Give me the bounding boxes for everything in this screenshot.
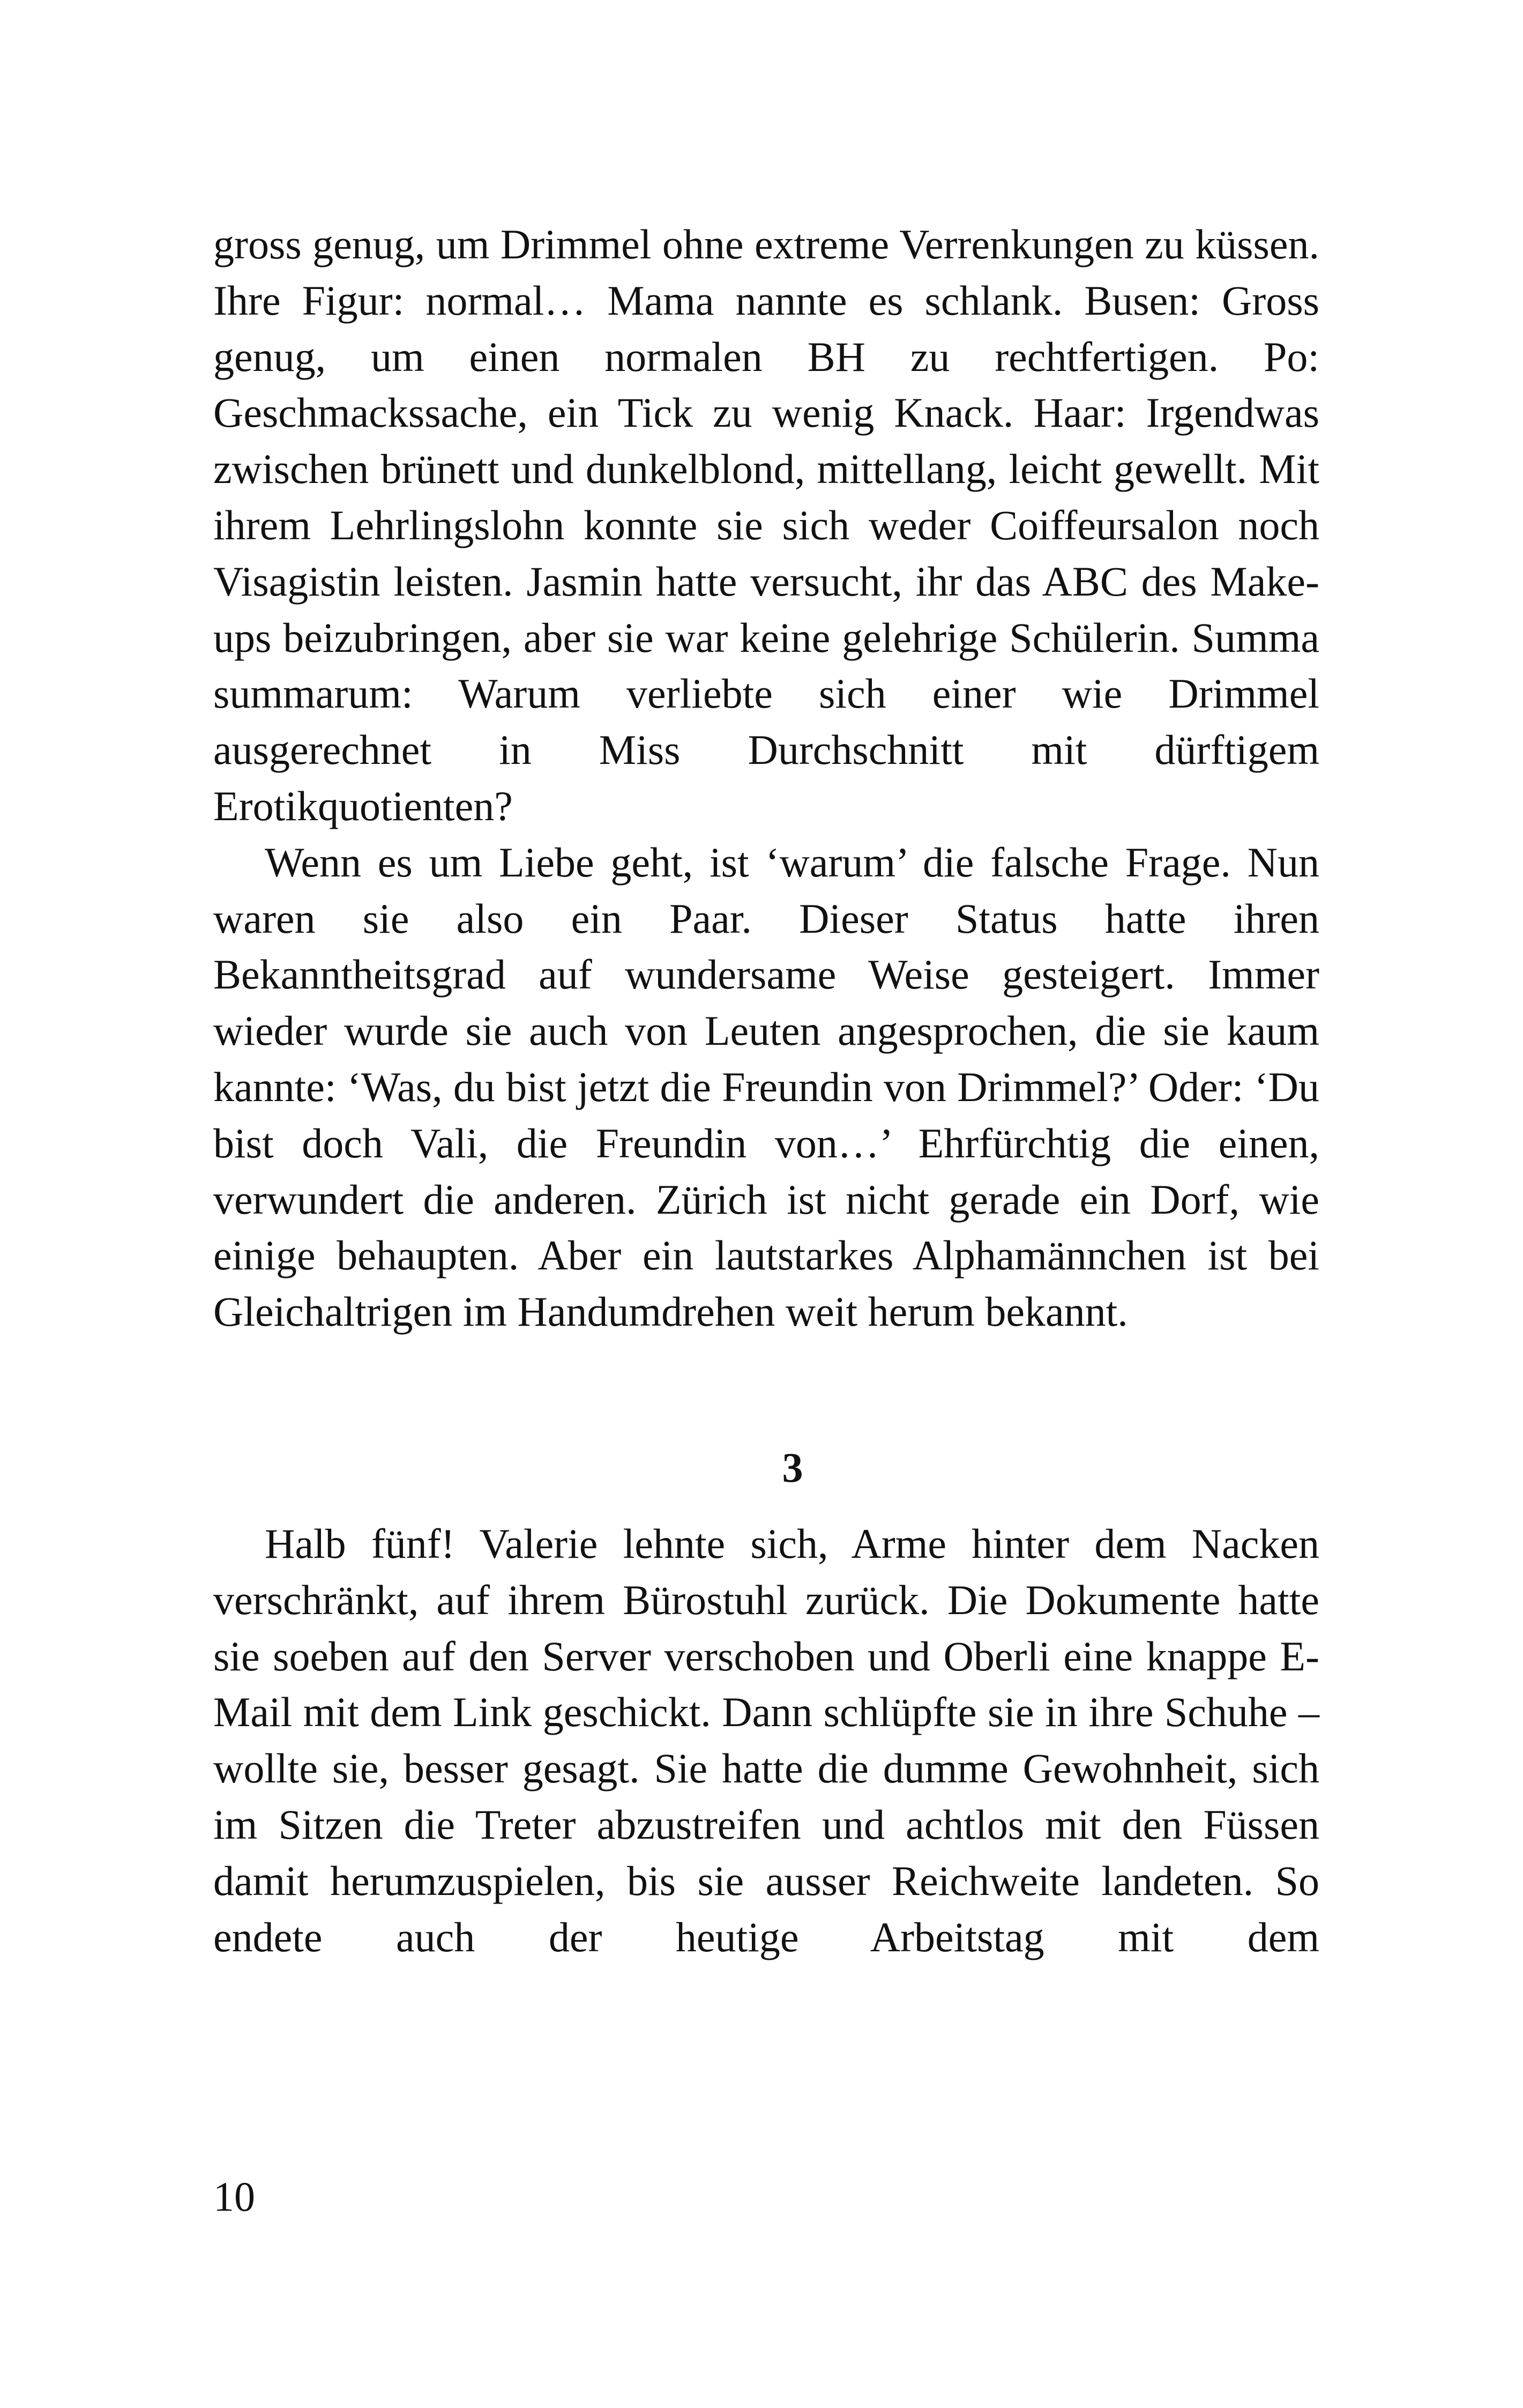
body-text-bottom — [213, 1516, 1319, 1965]
paragraph-2: Wenn es um Liebe geht, ist ‘warum’ die falsche Frage. Nun waren sie also ein Paar. Dieser Status hatte ihren Bekanntheitsgrad auf wundersame Weise gesteigert. Immer wieder wurde sie auch von Leuten angesprochen, die sie kaum kannte: ‘Was, du bist jetzt die Freundin von Drimmel?’ Oder: ‘Du bist doch Vali, die Freundin von…’ Ehrfürchtig die einen, verwundert die anderen. Zürich ist nicht gerade ein Dorf, wie einige behaupten. Aber ein lautstarkes Alphamännchen ist bei Gleichaltrigen im Handumdrehen weit herum bekannt. — [213, 838, 1319, 1335]
paragraph-3: Halb fünf! Valerie lehnte sich, Arme hinter dem Nacken verschränkt, auf ihrem Bürostuhl zurück. Die Dokumente hatte sie soeben auf den Server verschoben und Oberli eine knappe E-Mail mit dem Link geschickt. Dann schlüpfte sie in ihre Schuhe – wollte sie, besser gesagt. Sie hatte die dumme Gewohnheit, sich im Sitzen die Treter abzustreifen und achtlos mit den Füssen damit herumzuspielen, bis sie ausser Reichweite landeten. So endete auch der heutige Arbeitstag mit dem — [213, 1520, 1319, 1960]
page-number: 10 — [213, 2173, 255, 2220]
body-text-top — [213, 217, 1319, 1340]
paragraph-1: gross genug, um Drimmel ohne extreme Verrenkungen zu küssen. Ihre Figur: normal… Mama nannte es schlank. Busen: Gross genug, um einen normalen BH zu rechtfertigen. Po: Geschmackssache, ein Tick zu wenig Knack. Haar: Irgendwas zwischen brünett und dunkelblond, mittellang, leicht gewellt. Mit ihrem Lehrlingslohn konnte sie sich weder Coiffeursalon noch Visagistin leisten. Jasmin hatte versucht, ihr das ABC des Make-ups beizubringen, aber sie war keine gelehrige Schülerin. Summa summarum: Warum verliebte sich einer wie Drimmel ausgerechnet in Miss Durchschnitt mit dürftigem Erotikquotienten? — [213, 221, 1319, 829]
chapter-number: 3 — [782, 1444, 803, 1491]
